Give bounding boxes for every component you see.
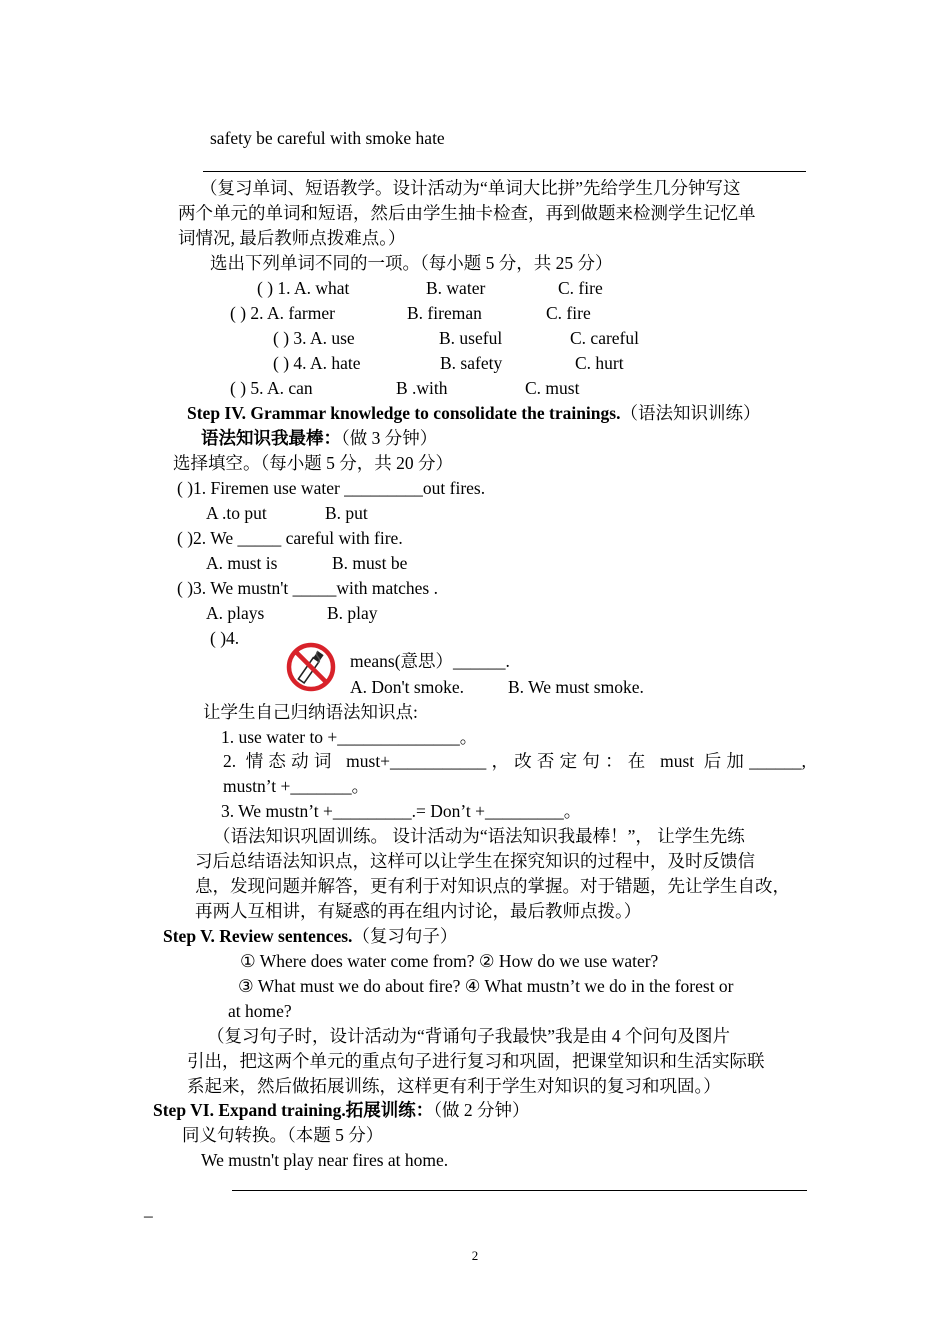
grammar-option-b: B. put (325, 503, 368, 523)
vocab-words: safety be careful with smoke hate (210, 128, 445, 148)
vocab-item-option-b: B. fireman (407, 303, 482, 323)
vocab-item-option-b: B .with (396, 378, 448, 398)
page-number: 2 (471, 1248, 479, 1263)
review-sentences-line-1: ① Where does water come from? ② How do we use water? (240, 951, 659, 971)
step-5-title: Step V. Review sentences. (163, 926, 353, 946)
vocab-item-option-b: B. safety (440, 353, 503, 373)
grammar-question-1: ( )1. Firemen use water _________out fires. (177, 478, 486, 498)
grammar-question-3: ( )3. We mustn't _____with matches . (177, 578, 438, 598)
vocab-item-option-c: C. careful (570, 328, 639, 348)
review-note-line-2: 两个单元的单词和短语，然后由学生抽卡检查，再到做题来检测学生记忆单 (178, 203, 756, 223)
grammar-note-line-4: 再两人互相讲，有疑惑的再在组内讨论，最后教师点拨。） (195, 901, 642, 921)
vocab-item-option-c: C. must (525, 378, 580, 398)
summary-intro: 让学生自己归纳语法知识点: (203, 702, 418, 722)
grammar-question-4-means: means(意思）______. (350, 651, 510, 671)
vocab-item-question: ( ) 3. A. use (273, 328, 355, 348)
grammar-option-b: B. play (327, 603, 378, 623)
step-6-sentence: We mustn't play near fires at home. (201, 1150, 449, 1170)
vocab-item-option-c: C. fire (546, 303, 591, 323)
step-6-task: 同义句转换。（本题 5 分） (182, 1125, 384, 1145)
step-6-heading (153, 1099, 529, 1121)
vocab-item-question: ( ) 2. A. farmer (230, 303, 335, 323)
grammar-note-line-3: 息，发现问题并解答，更有利于对知识点的掌握。对于错题，先让学生自改， (195, 876, 790, 896)
summary-point-1: 1. use water to +______________。 (221, 727, 478, 747)
step-4-heading (187, 402, 760, 424)
vocab-item-question: ( ) 5. A. can (230, 378, 313, 398)
sentence-note-line-1: （复习句子时，设计活动为“背诵句子我最快”我是由 4 个问句及图片 (207, 1026, 731, 1046)
step-4-title-cn: （语法知识训练） (620, 403, 761, 423)
review-note-line-1: （复习单词、短语教学。设计活动为“单词大比拼”先给学生几分钟写这 (200, 178, 741, 198)
vocab-item-option-b: B. useful (439, 328, 503, 348)
grammar-note-line-2: 习后总结语法知识点，这样可以让学生在探究知识的过程中，及时反馈信 (195, 851, 755, 871)
summary-point-3: 3. We mustn’t +_________.= Don’t +_________。 (221, 801, 582, 821)
grammar-option-a: A. must is (206, 553, 278, 573)
stray-underscore: _ (144, 1199, 153, 1219)
answer-line (232, 1190, 807, 1191)
grammar-option-b: B. must be (332, 553, 408, 573)
grammar-note-line-1: （语法知识巩固训练。 设计活动为“语法知识我最棒！”， 让学生先练 (213, 826, 745, 846)
step-4-subheading (201, 427, 437, 449)
grammar-question-4-label: ( )4. (210, 628, 240, 648)
answer-line (203, 171, 806, 172)
vocab-item-option-c: C. fire (558, 278, 603, 298)
vocab-task-instruction: 选出下列单词不同的一项。（每小题 5 分，共 25 分） (210, 253, 613, 273)
vocab-item-option-b: B. water (426, 278, 486, 298)
step-5-title-cn: （复习句子） (352, 926, 458, 946)
sentence-note-line-3: 系起来，然后做拓展训练，这样更有利于学生对知识的复习和巩固。） (187, 1076, 721, 1096)
review-sentences-line-3: at home? (228, 1001, 292, 1021)
no-smoking-icon (285, 641, 337, 693)
step-4-title: Step IV. Grammar knowledge to consolidate the trainings. (187, 403, 621, 423)
grammar-option-a: A .to put (206, 503, 267, 523)
step-4-sub-rest: （做 3 分钟） (341, 428, 438, 448)
sentence-note-line-2: 引出，把这两个单元的重点句子进行复习和巩固，把课堂知识和生活实际联 (187, 1051, 765, 1071)
vocab-item-option-c: C. hurt (575, 353, 624, 373)
step-4-sub-bold: 语法知识我最棒： (201, 428, 341, 448)
grammar-question-2: ( )2. We _____ careful with fire. (177, 528, 403, 548)
grammar-task-instruction: 选择填空。（每小题 5 分，共 20 分） (173, 453, 453, 473)
review-sentences-line-2: ③ What must we do about fire? ④ What mustn’t we do in the forest or (238, 976, 734, 996)
step-6-title-rest: （做 2 分钟） (433, 1100, 530, 1120)
review-note-line-3: 词情况, 最后教师点拨难点。） (178, 228, 406, 248)
step-5-heading (163, 925, 457, 947)
grammar-question-4-option-a: A. Don't smoke. (350, 677, 464, 697)
vocab-item-question: ( ) 4. A. hate (273, 353, 361, 373)
grammar-question-4-option-b: B. We must smoke. (508, 677, 644, 697)
summary-point-2-cont: mustn’t +_______。 (223, 776, 370, 796)
step-6-title: Step VI. Expand training.拓展训练： (153, 1100, 434, 1120)
grammar-option-a: A. plays (206, 603, 265, 623)
vocab-item-question: ( ) 1. A. what (257, 278, 350, 298)
summary-point-2: 2. 情态动词 must+___________，改否定句：在 must 后加______, (223, 751, 806, 771)
